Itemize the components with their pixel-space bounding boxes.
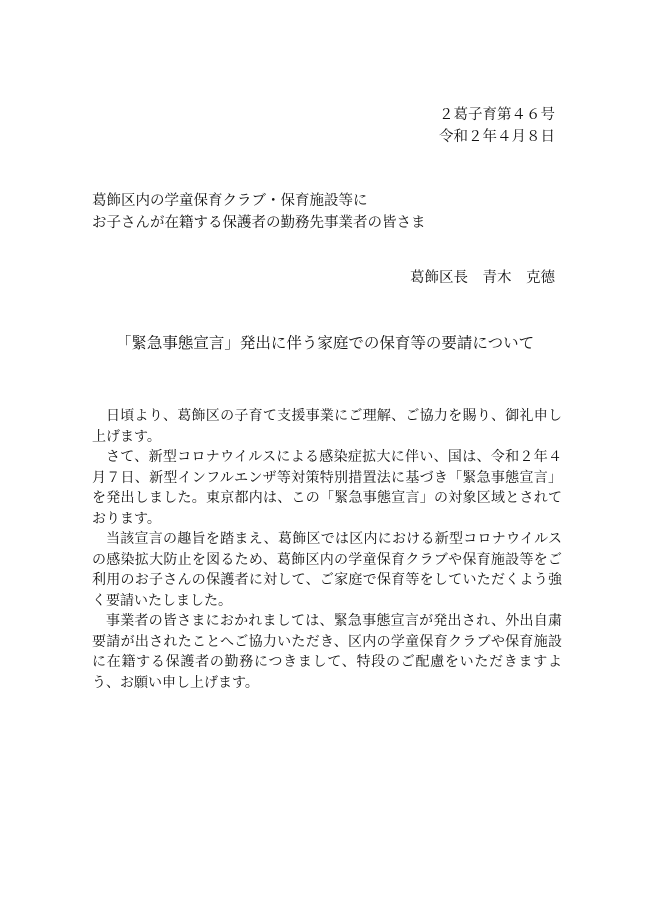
body-paragraph-1: 日頃より、葛飾区の子育て支援事業にご理解、ご協力を賜り、御礼申し上げます。 (92, 408, 562, 445)
sender-name: 葛飾区長 青木 克德 (410, 270, 555, 286)
addressee-line-1: 葛飾区内の学童保育クラブ・保育施設等に (92, 193, 368, 209)
document-number: ２葛子育第４６号 (439, 107, 555, 123)
document-title: 「緊急事態宣言」発出に伴う家庭での保育等の要請について (115, 334, 535, 352)
document-body (92, 406, 562, 693)
body-paragraph-4: 事業者の皆さまにおかれましては、緊急事態宣言が発出され、外出自粛要請が出されたことへご協力いただき、区内の学童保育クラブや保育施設に在籍する保護者の勤務につきまして、特段のご配慮をいただきますよう、お願い申し上げます。 (92, 613, 562, 691)
body-paragraph-2: さて、新型コロナウイルスによる感染症拡大に伴い、国は、令和２年４月７日、新型インフルエンザ等対策特別措置法に基づき「緊急事態宣言」を発出しました。東京都内は、この「緊急事態宣言」の対象区域とされております。 (92, 449, 562, 527)
body-paragraph-3: 当該宣言の趣旨を踏まえ、葛飾区では区内における新型コロナウイルスの感染拡大防止を図るため、葛飾区内の学童保育クラブや保育施設等をご利用のお子さんの保護者に対して、ご家庭で保育等をしていただくよう強く要請いたしました。 (92, 531, 562, 609)
document-date: 令和２年４月８日 (439, 129, 555, 145)
addressee-line-2: お子さんが在籍する保護者の勤務先事業者の皆さま (92, 215, 426, 231)
